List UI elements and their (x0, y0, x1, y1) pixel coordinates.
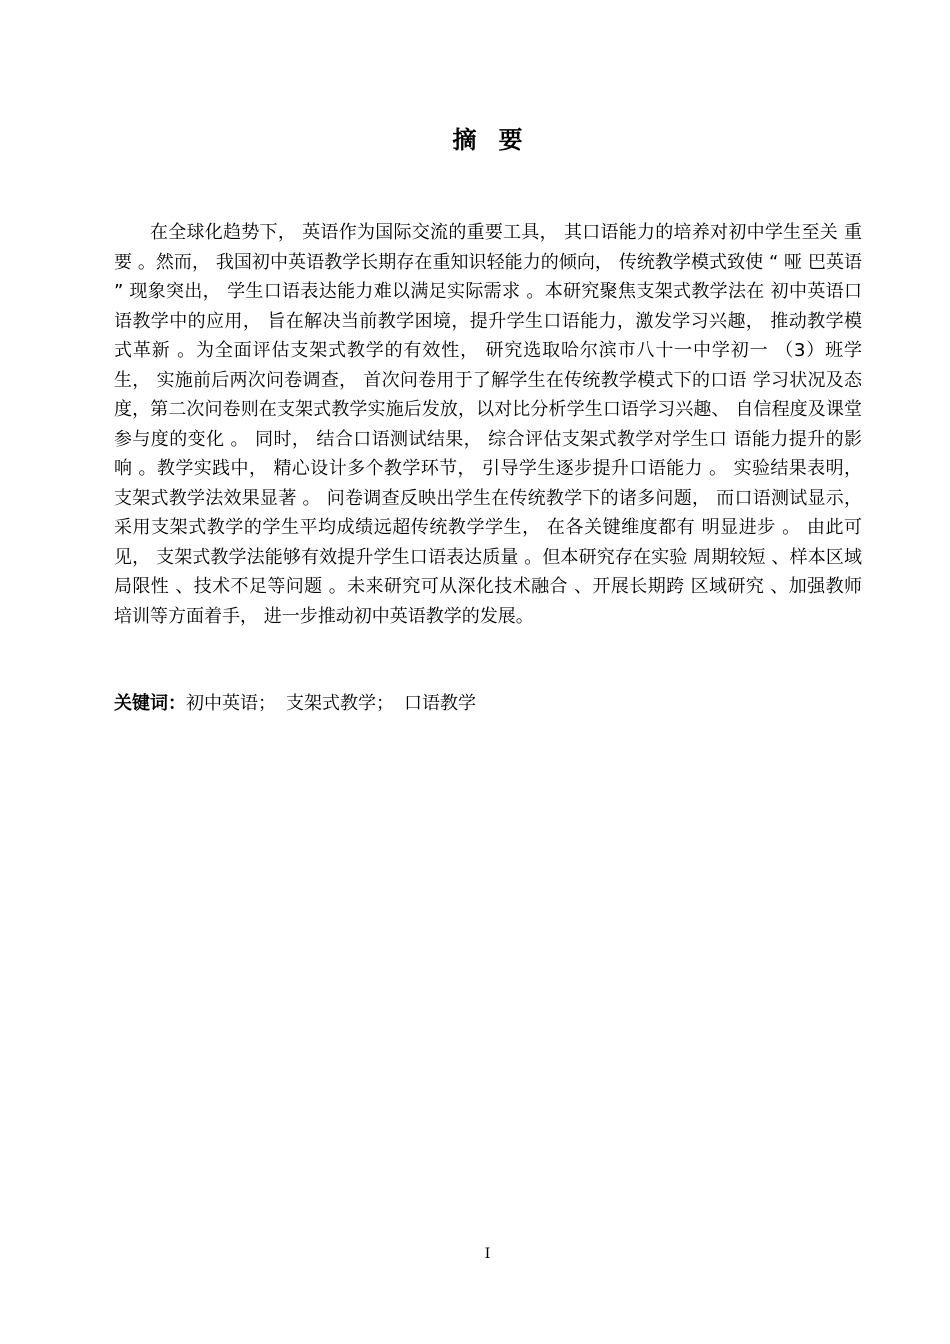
page-number: I (484, 1246, 491, 1262)
keyword-item: 支架式教学； (286, 693, 394, 714)
keywords-line (114, 690, 862, 718)
keywords-label: 关键词： (114, 693, 186, 714)
abstract-heading-char-2: 要 (498, 126, 523, 154)
keyword-item: 初中英语； (186, 693, 276, 714)
abstract-body: 在全球化趋势下， 英语作为国际交流的重要工具， 其口语能力的培养对初中学生至关 重要 。然而， 我国初中英语教学长期存在重知识轻能力的倾向， 传统教学模式致使 “ 哑 巴英语 ” 现象突出， 学生口语表达能力难以满足实际需求 。本研究聚焦支架式教学法在 初中英语口语教学中的应用， 旨在解决当前教学困境，提升学生口语能力，激发学习兴趣， 推动教学模式革新 。为全面评估支架式教学的有效性， 研究选取哈尔滨市八十一中学初一 （3）班学生， 实施前后两次问卷调查， 首次问卷用于了解学生在传统教学模式下的口语 学习状况及态度，第二次问卷则在支架式教学实施后发放，以对比分析学生口语学习兴趣、 自信程度及课堂参与度的变化 。 同时， 结合口语测试结果， 综合评估支架式教学对学生口 语能力提升的影响 。教学实践中， 精心设计多个教学环节， 引导学生逐步提升口语能力 。 实验结果表明， 支架式教学法效果显著 。 问卷调查反映出学生在传统教学下的诸多问题， 而口语测试显示， 采用支架式教学的学生平均成绩远超传统教学学生， 在各关键维度都有 明显进步 。 由此可见， 支架式教学法能够有效提升学生口语表达质量 。但本研究存在实验 周期较短 、样本区域局限性 、技术不足等问题 。未来研究可从深化技术融合 、开展长期跨 区域研究 、加强教师培训等方面着手， 进一步推动初中英语教学的发展。 (114, 222, 862, 627)
abstract-heading (0, 120, 950, 155)
abstract-heading-char-1: 摘 (452, 126, 477, 154)
keyword-item: 口语教学 (404, 693, 476, 714)
